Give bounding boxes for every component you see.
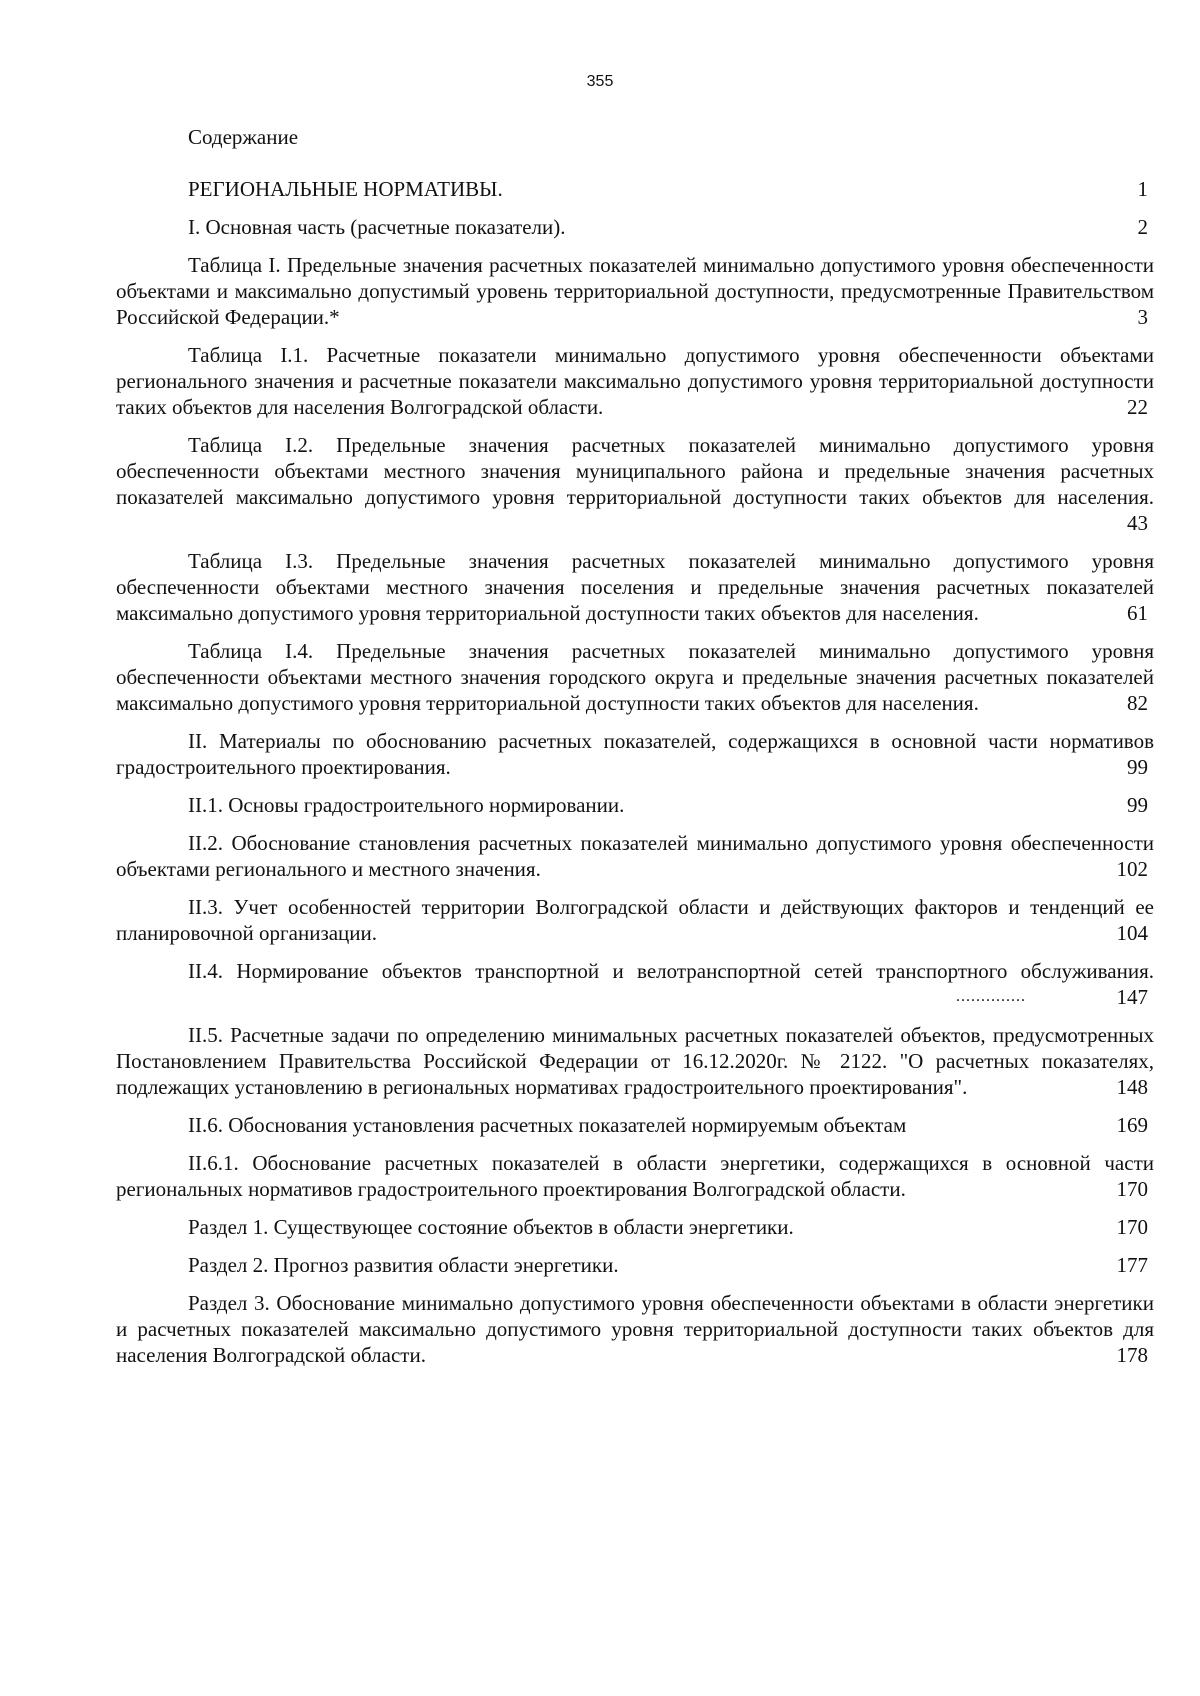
toc-entry-title: Раздел 1. Существующее состояние объектов в области энергетики. xyxy=(188,1215,794,1239)
toc-entry-title: II.2. Обоснование становления расчетных показателей минимально допустимого уровня обеспеченности объектами регионального и местного значения. xyxy=(116,831,1154,881)
toc-entry-page-number: 148 xyxy=(1111,1074,1149,1100)
toc-entry-title: II. Материалы по обоснованию расчетных показателей, содержащихся в основной части нормативов градостроительного проектирования. xyxy=(116,729,1154,779)
toc-entry[interactable] xyxy=(116,432,1154,536)
toc-entry-title: I. Основная часть (расчетные показатели). xyxy=(188,215,566,239)
toc-entry-page-number: 102 xyxy=(1111,856,1149,882)
toc-entry-page-number: 82 xyxy=(1121,690,1148,716)
toc-entry-title: II.4. Нормирование объектов транспортной и велотранспортной сетей транспортного обслуживания. xyxy=(188,959,1154,983)
toc-entry[interactable] xyxy=(116,638,1154,716)
toc-entry-page-number: 177 xyxy=(1111,1252,1149,1278)
toc-heading: Содержание xyxy=(188,125,299,149)
toc-entry-page-number: 1 xyxy=(1132,176,1149,202)
toc-entry-page-number: 170 xyxy=(1111,1176,1149,1202)
toc-entry-page-number: 178 xyxy=(1111,1342,1149,1368)
toc-entry-page-number: 170 xyxy=(1111,1214,1149,1240)
toc-entry-title: Таблица I. Предельные значения расчетных показателей минимально допустимого уровня обеспеченности объектами и максимально допустимый уровень территориальной доступности, предусмотренные Правительством Российской Федерации.* xyxy=(116,253,1154,329)
toc-entry[interactable] xyxy=(116,792,1154,818)
toc-entry-page-number: 99 xyxy=(1121,754,1148,780)
toc-entry-page-number: 61 xyxy=(1121,600,1148,626)
toc-entry[interactable] xyxy=(116,1150,1154,1202)
table-of-contents xyxy=(116,176,1154,1380)
toc-entry-title: Таблица I.1. Расчетные показатели минимально допустимого уровня обеспеченности объектами регионального значения и расчетные показатели максимально допустимого уровня территориальной доступности таких объектов для населения Волгоградской области. xyxy=(116,343,1154,419)
toc-entry-page-number: 43 xyxy=(1121,510,1148,536)
toc-entry-title: РЕГИОНАЛЬНЫЕ НОРМАТИВЫ. xyxy=(188,177,503,201)
toc-entry[interactable] xyxy=(116,252,1154,330)
toc-entry-title: Таблица I.4. Предельные значения расчетных показателей минимально допустимого уровня обеспеченности объектами местного значения городского округа и предельные значения расчетных показателей максимально допустимого уровня территориальной доступности таких объектов для населения. xyxy=(116,639,1154,715)
toc-entry-title: Таблица I.3. Предельные значения расчетных показателей минимально допустимого уровня обеспеченности объектами местного значения поселения и предельные значения расчетных показателей максимально допустимого уровня территориальной доступности таких объектов для населения. xyxy=(116,549,1154,625)
page-number: 355 xyxy=(586,73,614,90)
toc-entry[interactable] xyxy=(116,1252,1154,1278)
toc-entry-leader-dots: .............. xyxy=(956,988,1026,1005)
toc-entry[interactable] xyxy=(116,1214,1154,1240)
toc-entry-page-number: 99 xyxy=(1121,792,1148,818)
toc-entry[interactable] xyxy=(116,1112,1154,1138)
toc-entry[interactable] xyxy=(116,894,1154,946)
toc-entry-title: II.6. Обоснования установления расчетных показателей нормируемым объектам xyxy=(188,1113,907,1137)
toc-entry-page-number: 169 xyxy=(1111,1112,1149,1138)
toc-entry[interactable] xyxy=(116,548,1154,626)
toc-entry[interactable] xyxy=(116,830,1154,882)
toc-entry-page-number: 3 xyxy=(1132,304,1149,330)
toc-entry-title: Раздел 2. Прогноз развития области энергетики. xyxy=(188,1253,619,1277)
toc-entry-title: Раздел 3. Обоснование минимально допустимого уровня обеспеченности объектами в области энергетики и расчетных показателей максимально допустимого уровня территориальной доступности таких объектов для населения Волгоградской области. xyxy=(116,1291,1154,1367)
toc-entry[interactable] xyxy=(116,958,1154,1010)
toc-entry-title: II.3. Учет особенностей территории Волгоградской области и действующих факторов и тенденций ее планировочной организации. xyxy=(116,895,1154,945)
toc-entry-page-number: 22 xyxy=(1121,394,1148,420)
toc-entry[interactable] xyxy=(116,342,1154,420)
toc-entry-page-number: 147 xyxy=(1111,984,1149,1010)
toc-entry-title: II.6.1. Обоснование расчетных показателей в области энергетики, содержащихся в основной части региональных нормативов градостроительного проектирования Волгоградской области. xyxy=(116,1151,1154,1201)
toc-entry-title: II.1. Основы градостроительного нормировании. xyxy=(188,793,625,817)
toc-entry-page-number: 104 xyxy=(1111,920,1149,946)
toc-entry[interactable] xyxy=(116,214,1154,240)
toc-entry[interactable] xyxy=(116,728,1154,780)
toc-entry-title: II.5. Расчетные задачи по определению минимальных расчетных показателей объектов, предусмотренных Постановлением Правительства Российской Федерации от 16.12.2020г. № 2122. "О расчетных показателях, подлежащих установлению в региональных нормативах градостроительного проектирования". xyxy=(116,1023,1154,1099)
toc-entry-title: Таблица I.2. Предельные значения расчетных показателей минимально допустимого уровня обеспеченности объектами местного значения муниципального района и предельные значения расчетных показателей максимально допустимого уровня территориальной доступности таких объектов для населения. xyxy=(116,433,1154,509)
toc-entry[interactable] xyxy=(116,1290,1154,1368)
toc-entry[interactable] xyxy=(116,1022,1154,1100)
toc-entry[interactable] xyxy=(116,176,1154,202)
toc-entry-page-number: 2 xyxy=(1132,214,1149,240)
